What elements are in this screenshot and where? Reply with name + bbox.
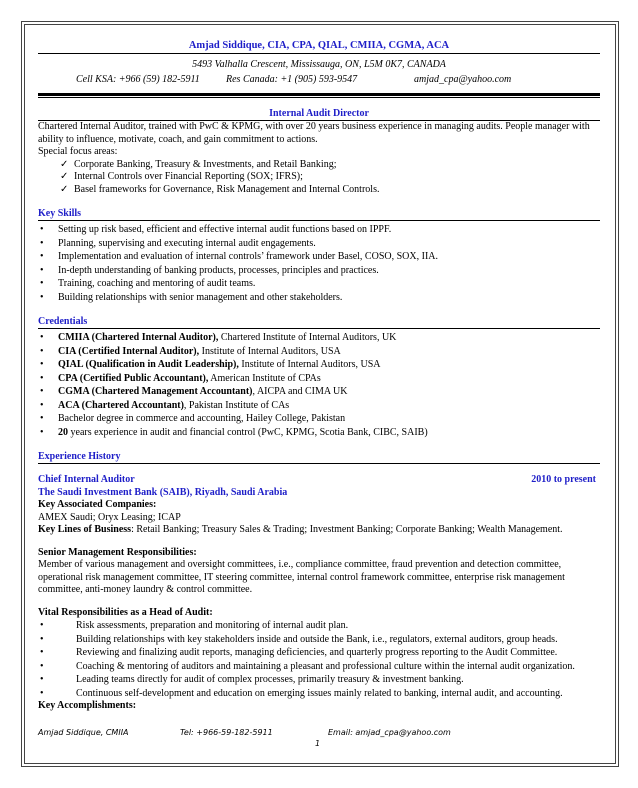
section-heading-key-skills: Key Skills: [38, 208, 600, 221]
position-title: Internal Audit Director: [38, 108, 600, 121]
list-item: • CMIIA (Chartered Internal Auditor), Chartered Institute of Internal Auditors, UK: [40, 332, 397, 343]
bullet-icon: •: [40, 413, 44, 424]
bullet-icon: •: [40, 224, 44, 235]
senior-text: Member of various management and oversight committees, i.e., compliance committee, fraud prevention and detection committee, operational risk management committee, IT steering committee, internal control framework committee, enterprise risk management committee, anti-money laundry & control committee.: [38, 559, 565, 595]
list-item: • CPA (Certified Public Accountant), American Institute of CPAs: [40, 372, 321, 384]
credentials-list: [38, 331, 600, 439]
resume-page: [38, 36, 600, 713]
senior-label: Senior Management Responsibilities:: [38, 546, 197, 558]
bullet-icon: •: [40, 251, 44, 262]
bullet-icon: •: [40, 399, 44, 411]
list-item: • Planning, supervising and executing internal audit engagements.: [40, 237, 316, 249]
list-item: • QIAL (Qualification in Audit Leadership), Institute of Internal Auditors, USA: [40, 359, 381, 370]
lines-of-business: Key Lines of Business: Retail Banking; Treasury Sales & Trading; Investment Banking; Corporate Banking; Wealth Management.: [38, 524, 563, 535]
bullet-icon: •: [40, 386, 44, 397]
address-line: 5493 Valhalla Crescent, Mississauga, ON, L5M 0K7, CANADA: [192, 59, 446, 70]
bullet-icon: •: [40, 620, 44, 631]
focus-list: [38, 159, 600, 197]
list-item: • Building relationships with senior management and other stakeholders.: [40, 291, 343, 303]
list-item: • Risk assessments, preparation and monitoring of internal audit plan.: [40, 620, 349, 631]
list-item: • ACA (Chartered Accountant), Pakistan Institute of CAs: [40, 399, 290, 411]
summary-text: Chartered Internal Auditor, trained with PwC & KPMG, with over 20 years business experience in managing audits. People manager with ability to influence, motivate, coach, and gain commitment to actions.: [38, 121, 590, 145]
list-item: • CGMA (Chartered Management Accountant), AICPA and CIMA UK: [40, 386, 348, 397]
list-item: • Implementation and evaluation of internal controls’ framework under Basel, COSO, SOX, IIA.: [40, 251, 438, 262]
bullet-icon: •: [40, 660, 44, 672]
page-number: 1: [315, 739, 321, 748]
focus-item: ✓ Basel frameworks for Governance, Risk Management and Internal Controls.: [60, 183, 380, 195]
key-skills-list: [38, 223, 600, 304]
candidate-name: Amjad Siddique, CIA, CPA, QIAL, CMIIA, CGMA, ACA: [38, 40, 600, 54]
cell-phone: Cell KSA: +966 (59) 182-5911: [76, 74, 200, 85]
bullet-icon: •: [40, 426, 44, 438]
contact-line: [38, 74, 600, 87]
bullet-icon: •: [40, 633, 44, 645]
bullet-icon: •: [40, 372, 44, 384]
footer-tel: Tel: +966-59-182-5911: [180, 728, 273, 737]
job-header: [38, 474, 600, 487]
section-heading-credentials: Credentials: [38, 316, 600, 329]
list-item: • Leading teams directly for audit of complex processes, primarily treasury & investment banking.: [40, 674, 464, 685]
bullet-icon: •: [40, 237, 44, 249]
page-footer: [38, 728, 600, 752]
footer-email: Email: amjad_cpa@yahoo.com: [328, 728, 451, 737]
check-icon: ✓: [60, 183, 69, 195]
bullet-icon: •: [40, 332, 44, 343]
list-item: • Setting up risk based, efficient and effective internal audit functions based on IPPF.: [40, 224, 392, 235]
vital-label: Vital Responsibilities as a Head of Audit:: [38, 606, 213, 618]
list-item: • Building relationships with key stakeholders inside and outside the Bank, i.e., regulators, external auditors, group heads.: [40, 633, 558, 645]
header-rule-thick: [38, 93, 600, 96]
check-icon: ✓: [60, 171, 69, 182]
job-title: Chief Internal Auditor: [38, 474, 135, 485]
list-item: • Bachelor degree in commerce and accounting, Hailey College, Pakistan: [40, 413, 346, 424]
companies-text: AMEX Saudi; Oryx Leasing; ICAP: [38, 511, 181, 523]
list-item: • Continuous self-development and education on emerging issues mainly related to banking, internal audit, and accounting.: [40, 687, 563, 699]
list-item: • In-depth understanding of banking products, processes, principles and practices.: [40, 264, 379, 276]
vital-list: [38, 619, 600, 700]
bullet-icon: •: [40, 687, 44, 699]
bullet-icon: •: [40, 291, 44, 303]
check-icon: ✓: [60, 158, 69, 170]
bullet-icon: •: [40, 278, 44, 289]
header-rule-thin: [38, 97, 600, 98]
job-period: 2010 to present: [531, 474, 596, 485]
bullet-icon: •: [40, 264, 44, 276]
employer-name: The Saudi Investment Bank (SAIB), Riyadh, Saudi Arabia: [38, 486, 288, 498]
companies-label: Key Associated Companies:: [38, 499, 157, 510]
email-address: amjad_cpa@yahoo.com: [414, 74, 512, 85]
footer-name: Amjad Siddique, CMIIA: [38, 728, 129, 737]
list-item: • Training, coaching and mentoring of audit teams.: [40, 278, 256, 289]
res-phone: Res Canada: +1 (905) 593-9547: [226, 74, 358, 85]
focus-item: ✓ Internal Controls over Financial Reporting (SOX; IFRS);: [60, 171, 303, 182]
focus-label: Special focus areas:: [38, 146, 118, 157]
list-item: • Reviewing and finalizing audit reports, managing deficiencies, and quarterly progress reporting to the Audit Committee.: [40, 647, 558, 658]
bullet-icon: •: [40, 345, 44, 357]
list-item: • Coaching & mentoring of auditors and maintaining a pleasant and professional culture within the internal audit organization.: [40, 660, 575, 672]
bullet-icon: •: [40, 647, 44, 658]
focus-item: ✓ Corporate Banking, Treasury & Investments, and Retail Banking;: [60, 158, 337, 170]
bullet-icon: •: [40, 674, 44, 685]
bullet-icon: •: [40, 359, 44, 370]
section-heading-experience: Experience History: [38, 451, 600, 464]
list-item: • 20 years experience in audit and financial control (PwC, KPMG, Scotia Bank, CIBC, SAIB): [40, 426, 428, 438]
accomplishments-label: Key Accomplishments:: [38, 700, 137, 711]
list-item: • CIA (Certified Internal Auditor), Institute of Internal Auditors, USA: [40, 345, 341, 357]
